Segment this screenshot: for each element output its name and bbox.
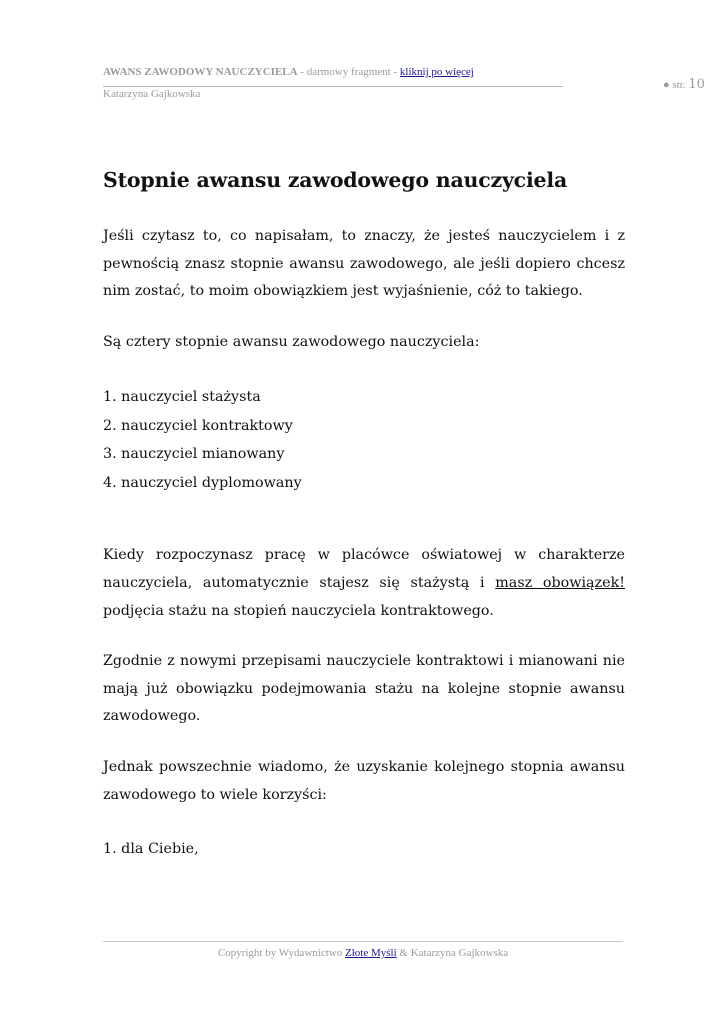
- paragraph-internship: [103, 542, 625, 625]
- paragraph-text: Kiedy rozpoczynasz pracę w placówce oświatowej w charakterze nauczyciela, automatycznie stajesz się stażystą i: [103, 547, 625, 591]
- section-title: Stopnie awansu zawodowego nauczyciela: [103, 168, 568, 192]
- footer-divider: [103, 941, 623, 942]
- list-item: 2. nauczyciel kontraktowy: [103, 417, 293, 434]
- copyright-text: & Katarzyna Gajkowska: [396, 947, 509, 959]
- page-header: [103, 66, 705, 100]
- header-book-title: AWANS ZAWODOWY NAUCZYCIELA: [103, 66, 298, 78]
- more-link[interactable]: kliknij po więcej: [399, 66, 474, 78]
- page-label: str.: [672, 79, 686, 91]
- paragraph-intro: Jeśli czytasz to, co napisałam, to znaczy, że jesteś nauczycielem i z pewnością znasz stopnie awansu zawodowego, ale jeśli dopiero chcesz nim zostać, to moim obowiązkiem jest wyjaśnienie, cóż to takiego.: [103, 228, 625, 300]
- paragraph-benefits: Jednak powszechnie wiadomo, że uzyskanie kolejnego stopnia awansu zawodowego to wiele korzyści:: [103, 758, 625, 803]
- page-number-value: 10: [688, 77, 705, 92]
- bullet-icon: ●: [663, 79, 670, 91]
- document-body: [103, 168, 625, 864]
- page-footer: [103, 947, 623, 959]
- paragraph-regulations: Zgodnie z nowymi przepisami nauczyciele kontraktowi i mianowani nie mają już obowiązku podejmowania stażu na kolejne stopnie awansu zawodowego.: [103, 653, 625, 725]
- page-number: [663, 77, 705, 92]
- header-fragment-label: darmowy fragment: [306, 66, 391, 78]
- list-item: 3. nauczyciel mianowany: [103, 446, 285, 463]
- list-item: 4. nauczyciel dyplomowany: [103, 474, 302, 491]
- header-separator: -: [390, 66, 400, 78]
- header-author: Katarzyna Gajkowska: [103, 88, 201, 100]
- paragraph-list-intro: Są cztery stopnie awansu zawodowego nauczyciela:: [103, 333, 480, 350]
- paragraph-benefit-item: 1. dla Ciebie,: [103, 841, 199, 858]
- copyright-text: Copyright by Wydawnictwo: [217, 947, 345, 959]
- header-separator: -: [297, 66, 307, 78]
- header-divider: [103, 86, 563, 87]
- paragraph-text: podjęcia stażu na stopień nauczyciela kontraktowego.: [103, 602, 494, 619]
- underlined-text: masz obowiązek!: [495, 574, 625, 591]
- publisher-link[interactable]: Złote Myśli: [345, 947, 397, 959]
- header-title-line: [103, 66, 623, 78]
- promotion-levels-list: [103, 383, 625, 497]
- list-item: 1. nauczyciel stażysta: [103, 389, 261, 406]
